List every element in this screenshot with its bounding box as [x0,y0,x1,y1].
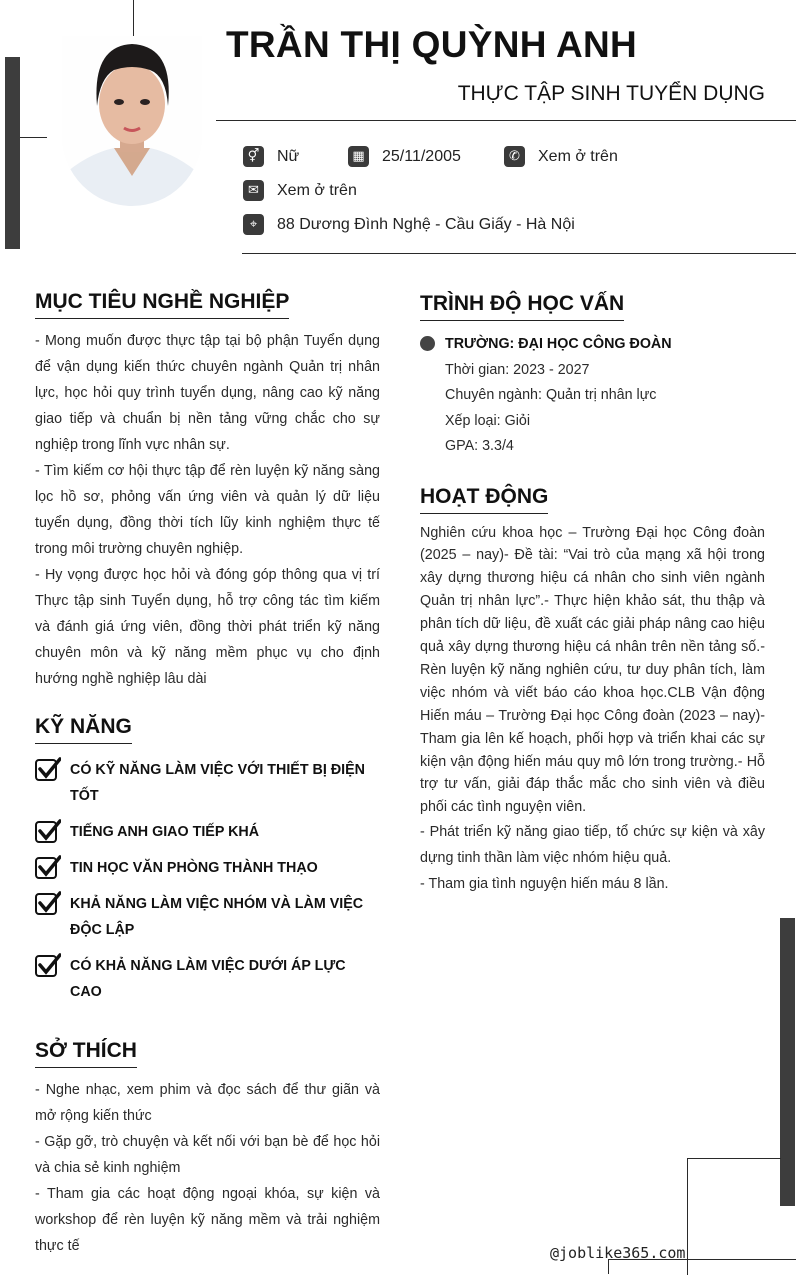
activity-paragraph: - Phát triển kỹ năng giao tiếp, tổ chức sự kiện và xây dựng tinh thần làm việc nhóm hiệu quả. [420,824,765,867]
calendar-icon: ▦ [348,146,369,167]
education-entry [420,332,765,460]
checkbox-icon [35,891,61,915]
checkbox-icon [35,819,61,843]
skill-label: TIẾNG ANH GIAO TIẾP KHÁ [70,824,260,840]
address-info [243,214,575,235]
candidate-name: TRẦN THỊ QUỲNH ANH [226,24,638,65]
email-value: Xem ở trên [277,181,357,199]
avatar-photo [62,36,202,206]
checkbox-icon [35,757,61,781]
hobbies-text [35,1077,380,1259]
checkbox-icon [35,855,61,879]
address-value: 88 Dương Đình Nghệ - Cầu Giấy - Hà Nội [277,215,575,233]
gpa: GPA: 3.3/4 [445,438,514,454]
hobby-paragraph: - Gặp gỡ, trò chuyện và kết nối với bạn bè để học hỏi và chia sẻ kinh nghiệm [35,1134,380,1176]
corner-frame [687,1158,781,1275]
left-accent-tick [20,137,47,138]
objective-paragraph: - Tìm kiếm cơ hội thực tập để rèn luyện kỹ năng sàng lọc hồ sơ, phỏng vấn ứng viên và quản lý dữ liệu tuyển dụng, đồng thời tích lũy kinh nghiệm thực tế trong môi trường chuyên nghiệp. [35,463,380,557]
skills-title: KỸ NĂNG [35,715,132,744]
job-position: THỰC TẬP SINH TUYỂN DỤNG [457,82,765,105]
skill-label: KHẢ NĂNG LÀM VIỆC NHÓM VÀ LÀM VIỆC ĐỘC LẬP [70,896,364,938]
skills-list [35,757,380,1005]
gender-icon: ⚥ [243,146,264,167]
header-divider [216,120,796,121]
bullet-icon [420,336,435,351]
skill-label: CÓ KHẢ NĂNG LÀM VIỆC DƯỚI ÁP LỰC CAO [70,958,346,1000]
email-info [243,180,357,201]
phone-icon: ✆ [504,146,525,167]
skill-item [35,757,380,809]
gender-value: Nữ [277,147,300,165]
activity-paragraph: Nghiên cứu khoa học – Trường Đại học Công đoàn (2025 – nay)- Đề tài: “Vai trò của mạng xã hội trong xây dựng thương hiệu cá nhân cho sinh viên ngành Quản trị nhân lực”.- Thực hiện khảo sát, thu thập và phân tích dữ liệu, đề xuất các giải pháp nâng cao hiệu quả xây dựng thương hiệu cá nhân trên nền tảng số.- Rèn luyện kỹ năng nghiên cứu, tư duy phân tích, làm việc nhóm và viết báo cáo khoa học.CLB Vận động Hiến máu – Trường Đại học Công đoàn (2023 – nay)- Tham gia lên kế hoạch, phối hợp và triển khai các sự kiện vận động hiến máu quy mô lớn trong trường.- Hỗ trợ tư vấn, giải đáp thắc mắc cho sinh viên và điều phối các tình nguyện viên. [420,524,765,816]
school-name: TRƯỜNG: ĐẠI HỌC CÔNG ĐOÀN [445,336,672,352]
email-icon: ✉ [243,180,264,201]
rank: Xếp loại: Giỏi [445,412,531,429]
activities-title: HOẠT ĐỘNG [420,485,548,514]
location-icon: ⌖ [243,214,264,235]
right-column [420,292,765,897]
skill-label: CÓ KỸ NĂNG LÀM VIỆC VỚI THIẾT BỊ ĐIỆN TỐT [70,762,365,804]
skill-item [35,953,380,1005]
hobbies-title: SỞ THÍCH [35,1039,137,1068]
objective-paragraph: - Hy vọng được học hỏi và đóng góp thông qua vị trí Thực tập sinh Tuyển dụng, hỗ trợ công tác tìm kiếm và đánh giá ứng viên, đồng thời phát triển kỹ năng chuyên môn và kỹ năng mềm phục vụ cho định hướng nghề nghiệp lâu dài [35,567,380,687]
watermark-url: @joblike365.com [550,1244,686,1262]
phone-value: Xem ở trên [538,147,618,165]
checkbox-icon [35,953,61,977]
hobby-paragraph: - Nghe nhạc, xem phim và đọc sách để thư giãn và mở rộng kiến thức [35,1082,380,1124]
objective-text [35,328,380,692]
skill-item [35,855,380,881]
phone-info [504,146,618,167]
objective-paragraph: - Mong muốn được thực tập tại bộ phận Tuyển dụng để vận dụng kiến thức chuyên ngành Quản trị nhân lực, học hỏi quy trình tuyển dụng, nâng cao kỹ năng giao tiếp và chuẩn bị nền tảng vững chắc cho sự nghiệp trong lĩnh vực nhân sự. [35,333,380,453]
major: Chuyên ngành: Quản trị nhân lực [445,387,657,403]
gender-info [243,146,299,167]
activities-text [420,522,765,898]
skill-item [35,819,380,845]
study-time: Thời gian: 2023 - 2027 [445,361,590,378]
education-title: TRÌNH ĐỘ HỌC VẤN [420,292,624,321]
hobby-paragraph: - Tham gia các hoạt động ngoại khóa, sự kiện và workshop để rèn luyện kỹ năng mềm và trải nghiệm thực tế [35,1186,380,1254]
right-accent-bar [780,918,795,1206]
info-divider [242,253,796,254]
skill-item [35,891,380,943]
left-column [35,290,380,1259]
skill-label: TIN HỌC VĂN PHÒNG THÀNH THẠO [70,860,318,876]
birthdate-value: 25/11/2005 [382,147,461,165]
top-accent-line [133,0,134,36]
birthdate-info [348,146,461,167]
left-accent-bar [5,57,20,249]
objective-title: MỤC TIÊU NGHỀ NGHIỆP [35,290,289,319]
activity-paragraph: - Tham gia tình nguyện hiến máu 8 lần. [420,876,669,893]
